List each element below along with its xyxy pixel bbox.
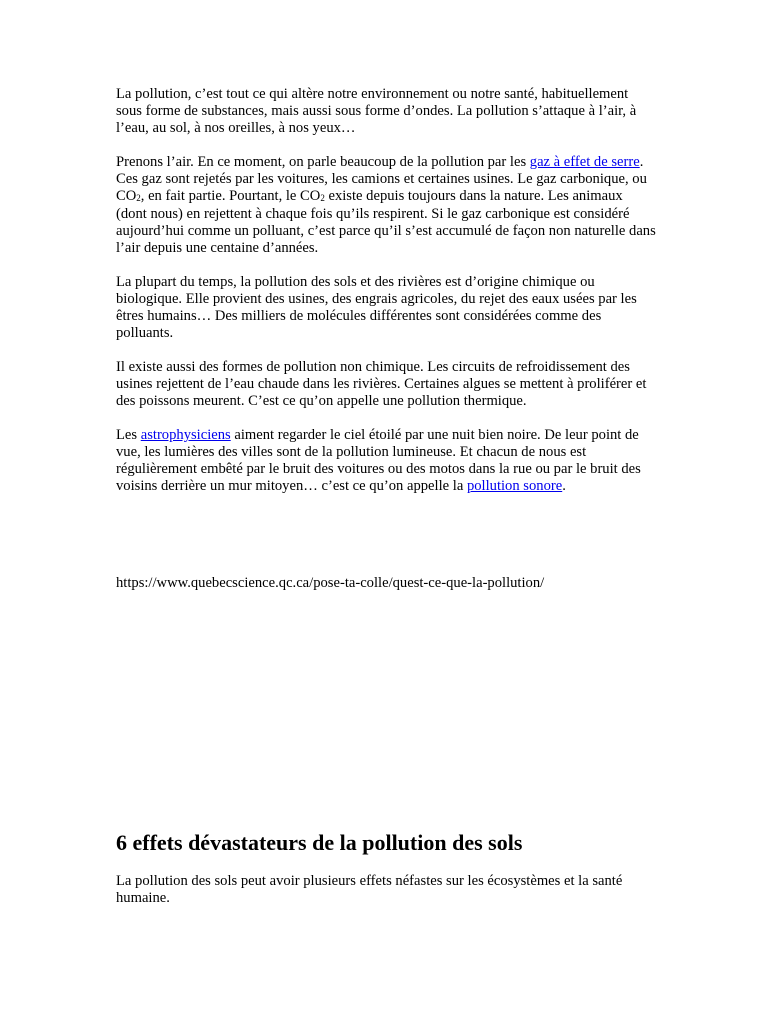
paragraph-text: existe depuis toujours dans la nature. Les animaux (dont nous) en rejettent à chaque fois qu’ils respirent. Si le gaz carbonique est considéré aujourd’hui comme un polluant, c’est parce qu’il s’est accumulé de façon non naturelle dans l’air depuis une centaine d’années. [116, 188, 656, 256]
section-intro: La pollution des sols peut avoir plusieurs effets néfastes sur les écosystèmes et la santé humaine. [116, 873, 623, 906]
paragraph-text: Prenons l’air. En ce moment, on parle beaucoup de la pollution par les [116, 154, 530, 170]
document-body [116, 86, 656, 512]
paragraph-text: aiment regarder le ciel étoilé par une nuit bien noire. De leur point de vue, les lumières des villes sont de la pollution lumineuse. Et chacun de nous est régulièrement embêté par le bruit des voitures ou des motos dans la rue ou par le bruit des voisins derrière un mur mitoyen… c’est ce qu’on appelle la [116, 427, 641, 494]
paragraph-thermal: Il existe aussi des formes de pollution non chimique. Les circuits de refroidissement des usines rejettent de l’eau chaude dans les rivières. Certaines algues se mettent à proliférer et des poissons meurent. C’est ce qu’on appelle une pollution thermique. [116, 359, 647, 409]
section-heading: 6 effets dévastateurs de la pollution des sols [116, 830, 523, 855]
source-url: https://www.quebecscience.qc.ca/pose-ta-colle/quest-ce-que-la-pollution/ [116, 575, 545, 591]
paragraph-light-noise [116, 427, 656, 495]
paragraph-soil-water: La plupart du temps, la pollution des sols et des rivières est d’origine chimique ou biologique. Elle provient des usines, des engrais agricoles, du rejet des eaux usées par les êtres humains… Des milliers de molécules différentes sont considérées comme des polluants. [116, 274, 637, 341]
paragraph-air-pollution [116, 154, 656, 257]
link-greenhouse-gases[interactable]: gaz à effet de serre [529, 154, 640, 170]
link-noise-pollution[interactable]: pollution sonore [466, 478, 563, 494]
subscript: 2 [320, 193, 325, 203]
paragraph-text: Les [116, 427, 141, 443]
paragraph-text: , en fait partie. Pourtant, le CO [140, 188, 321, 204]
paragraph-text: . Ces gaz sont rejetés par les voitures, les camions et certaines usines. Le gaz carbonique, ou CO [116, 154, 647, 204]
paragraph-definition: La pollution, c’est tout ce qui altère notre environnement ou notre santé, habituellement sous forme de substances, mais aussi sous forme d’ondes. La pollution s’attaque à l’air, à l’eau, au sol, à nos oreilles, à nos yeux… [116, 86, 637, 136]
link-astrophysicists[interactable]: astrophysiciens [140, 427, 231, 443]
subscript: 2 [136, 193, 141, 203]
paragraph-text: . [562, 478, 566, 494]
